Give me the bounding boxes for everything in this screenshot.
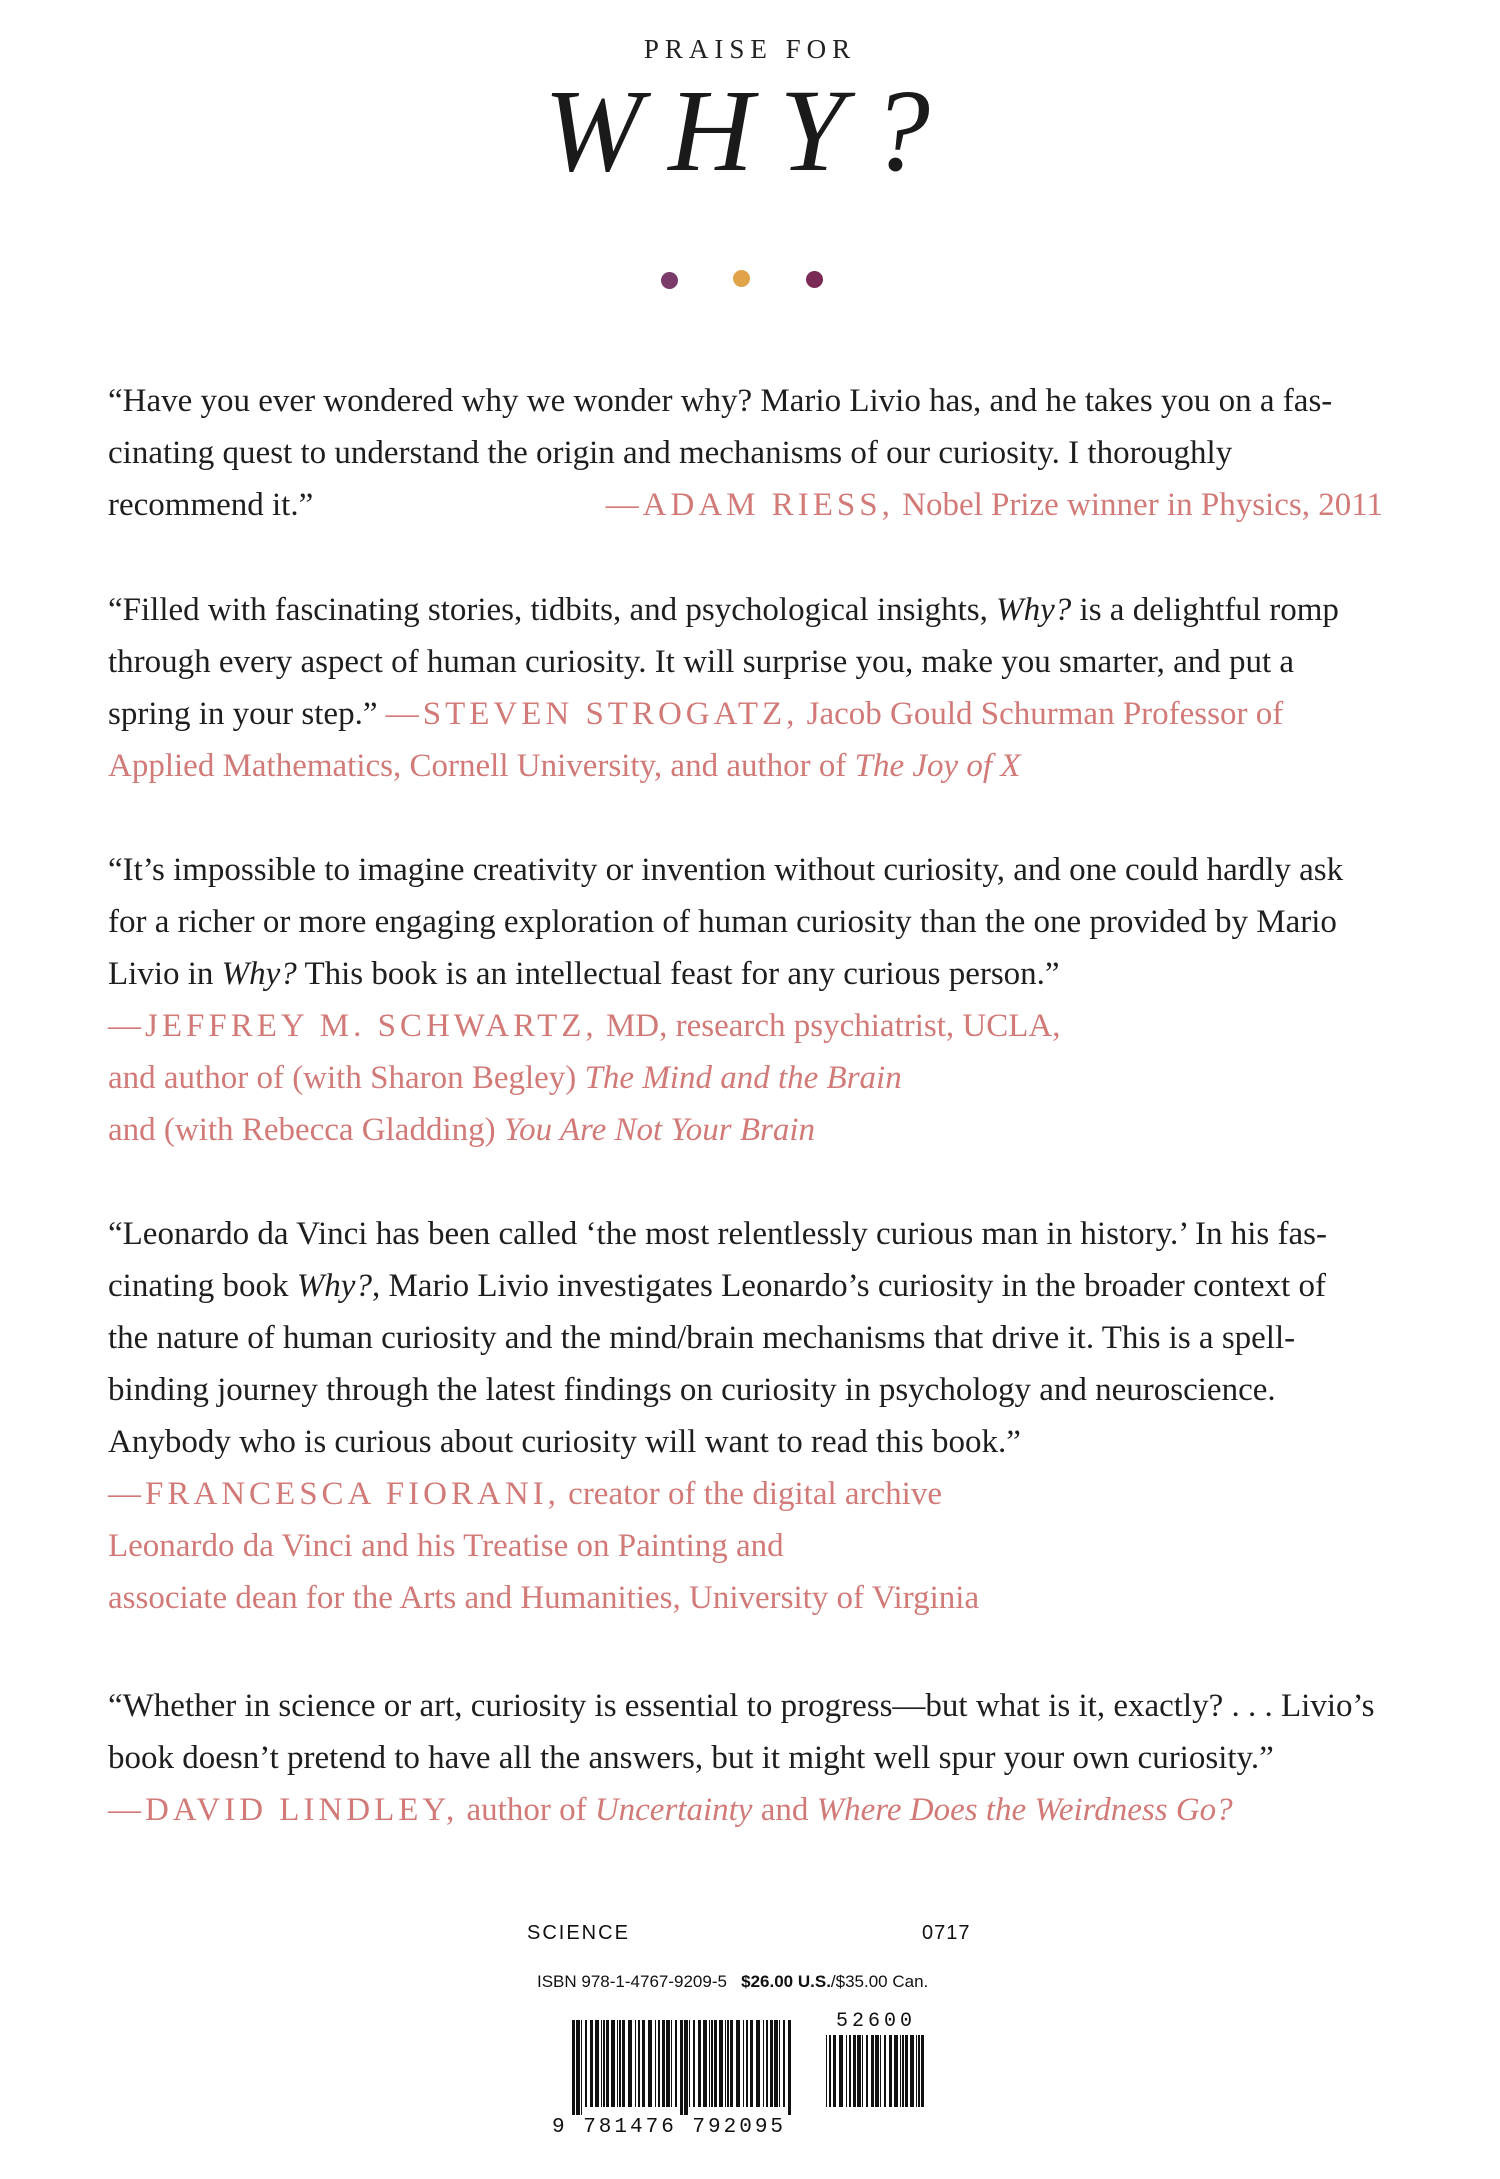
quote-line <box>108 948 1383 1000</box>
attribution-work: The Joy of X <box>854 748 1021 784</box>
quote-text: spring in your step.” <box>108 696 386 732</box>
barcode-bar <box>606 2020 609 2107</box>
barcode-bar <box>826 2035 827 2107</box>
attribution-detail: and <box>752 1792 817 1828</box>
barcode-bar <box>655 2020 656 2107</box>
barcode-bar <box>648 2020 652 2107</box>
attribution-work: Where Does the Weirdness Go? <box>816 1792 1233 1828</box>
praise-quote <box>108 375 1383 531</box>
ornament-dots <box>0 268 1500 298</box>
barcode-bar <box>750 2020 753 2107</box>
barcode-bar <box>711 2020 713 2107</box>
quote-line: for a richer or more engaging exploration of human curiosity than the one provided by Mario <box>108 904 1337 940</box>
price-us: $26.00 U.S. <box>741 1972 831 1991</box>
isbn-price-line <box>537 1972 928 1992</box>
quote-line: binding journey through the latest findings on curiosity in psychology and neuroscience. <box>108 1372 1276 1408</box>
barcode-bar <box>880 2035 881 2107</box>
barcode-bar <box>770 2020 773 2107</box>
quote-line: Anybody who is curious about curiosity will want to read this book.” <box>108 1424 1021 1460</box>
barcode-bar <box>666 2020 670 2107</box>
praise-quote <box>108 1680 1383 1836</box>
attribution-name: —DAVID LINDLEY, <box>108 1792 459 1828</box>
barcode-bar <box>628 2020 632 2107</box>
barcode-bar <box>894 2035 898 2107</box>
barcode-bar <box>635 2020 636 2107</box>
quote-book-title: Why? <box>296 1268 372 1304</box>
barcode-bar <box>719 2020 723 2107</box>
barcode-bar <box>766 2020 768 2107</box>
ornament-dot-icon <box>733 270 750 287</box>
barcode-bar <box>866 2035 868 2107</box>
quote-attribution-line <box>108 1784 1383 1836</box>
barcode-bar <box>698 2020 701 2107</box>
barcode-bar <box>774 2020 778 2107</box>
barcode-bar <box>921 2035 924 2107</box>
quote-attribution-line <box>108 1052 1383 1104</box>
quote-line: “Leonardo da Vinci has been called ‘the most relentlessly curious man in history.’ In his fas- <box>108 1216 1327 1252</box>
barcode-bar <box>611 2020 615 2107</box>
attribution-name: —FRANCESCA FIORANI, <box>108 1476 560 1512</box>
barcode-bar <box>585 2020 587 2107</box>
barcode-bar <box>853 2035 856 2107</box>
praise-quote <box>108 1208 1383 1624</box>
attribution-detail: Nobel Prize winner in Physics, 2011 <box>893 487 1383 523</box>
attribution-detail: Jacob Gould Schurman Professor of <box>798 696 1284 732</box>
quote-text: Livio in <box>108 956 222 992</box>
attribution-detail: author of <box>458 1792 595 1828</box>
quote-text: This book is an intellectual feast for any curious person.” <box>296 956 1060 992</box>
quote-line <box>108 1260 1383 1312</box>
barcode-bar <box>905 2035 908 2107</box>
barcode-addon-icon <box>826 2035 926 2115</box>
price-can: /$35.00 Can. <box>830 1972 929 1991</box>
quote-book-title: Why? <box>221 956 297 992</box>
barcode-bar <box>581 2020 582 2115</box>
praise-quote <box>108 584 1383 792</box>
barcode-bar <box>671 2020 672 2107</box>
barcode-bar <box>642 2020 645 2107</box>
quote-attribution-line <box>108 1000 1383 1052</box>
barcode-bar <box>889 2035 892 2107</box>
barcode-bar <box>603 2020 605 2107</box>
barcode-bar <box>788 2020 791 2115</box>
quote-attribution-line: associate dean for the Arts and Humanities, University of Virginia <box>108 1580 980 1616</box>
barcode-bar <box>900 2035 901 2107</box>
barcode-bar <box>590 2020 593 2107</box>
attribution-detail: and author of (with Sharon Begley) <box>108 1060 585 1096</box>
barcode-bar <box>680 2020 683 2115</box>
quote-line: “Whether in science or art, curiosity is essential to progress—but what is it, exactly? . . . Livio’s <box>108 1688 1375 1724</box>
barcode-bar <box>857 2035 861 2107</box>
attribution-detail: Applied Mathematics, Cornell University, and author of <box>108 748 855 784</box>
barcode-bar <box>783 2020 785 2107</box>
barcode-bar <box>875 2035 879 2107</box>
barcode-bar <box>910 2035 914 2107</box>
barcode-bar <box>638 2020 640 2107</box>
praise-kicker: PRAISE FOR <box>643 34 857 64</box>
attribution-work: Uncertainty <box>594 1792 753 1828</box>
quote-line <box>108 584 1383 636</box>
barcode-bar <box>916 2035 917 2107</box>
quote-text: cinating book <box>108 1268 297 1304</box>
barcode-bar <box>576 2020 580 2115</box>
barcode-bar <box>703 2020 707 2107</box>
attribution-work: The Mind and the Brain <box>584 1060 902 1096</box>
quote-line: recommend it.” <box>108 487 314 523</box>
quote-line <box>108 688 1383 740</box>
barcode-digits: 9 781476 792095 <box>552 2116 787 2139</box>
barcode-bar <box>730 2020 733 2107</box>
barcode-bar <box>714 2020 717 2107</box>
barcode-bar <box>736 2020 740 2107</box>
barcode-bar <box>617 2020 618 2107</box>
barcode-bar <box>572 2020 575 2115</box>
barcode-bar <box>846 2035 847 2107</box>
barcode-bar <box>862 2035 863 2107</box>
barcode-bar <box>622 2020 625 2107</box>
barcode-bar <box>902 2035 904 2107</box>
attribution-detail: creator of the digital archive <box>559 1476 942 1512</box>
quote-attribution <box>386 696 1284 732</box>
quote-line: cinating quest to understand the origin and mechanisms of our curiosity. I thoroughly <box>108 435 1233 471</box>
barcode-addon-digits: 52600 <box>836 2010 917 2033</box>
quote-line: “Have you ever wondered why we wonder why? Mario Livio has, and he takes you on a fas- <box>108 383 1333 419</box>
barcode-bar <box>601 2020 602 2107</box>
barcode-bar <box>725 2020 726 2107</box>
attribution-name: —ADAM RIESS, <box>605 487 894 523</box>
barcode-bar <box>884 2035 886 2107</box>
isbn-number: ISBN 978-1-4767-9209-5 <box>537 1972 727 1991</box>
attribution-detail: MD, research psychiatrist, UCLA, <box>597 1008 1061 1044</box>
quote-attribution-line: Leonardo da Vinci and his Treatise on Painting and <box>108 1528 784 1564</box>
barcode-bar <box>839 2035 843 2107</box>
quote-book-title: Why? <box>996 592 1072 628</box>
quote-line: through every aspect of human curiosity. It will surprise you, make you smarter, and put a <box>108 644 1295 680</box>
category-label: SCIENCE <box>527 1922 630 1944</box>
isbn-barcode-icon <box>572 2020 794 2115</box>
barcode-bar <box>833 2035 836 2107</box>
quote-attribution-line <box>108 740 1383 792</box>
book-title: WHY? <box>543 65 957 196</box>
attribution-work: You Are Not Your Brain <box>503 1112 816 1148</box>
catalog-code: 0717 <box>922 1922 971 1944</box>
attribution-name: —STEVEN STROGATZ, <box>385 696 799 732</box>
barcode-bar <box>595 2020 599 2107</box>
barcode-bar <box>779 2020 780 2107</box>
barcode-bar <box>693 2020 695 2107</box>
barcode-bar <box>763 2020 764 2107</box>
barcode-bar <box>743 2020 744 2107</box>
ornament-dot-icon <box>806 271 823 288</box>
barcode-bar <box>689 2020 690 2107</box>
quote-attribution-line <box>108 1468 1383 1520</box>
barcode-bar <box>727 2020 729 2107</box>
barcode-bar <box>756 2020 760 2107</box>
attribution-detail: and (with Rebecca Gladding) <box>108 1112 504 1148</box>
attribution-name: —JEFFREY M. SCHWARTZ, <box>108 1008 598 1044</box>
quote-text: “Filled with fascinating stories, tidbits, and psychological insights, <box>108 592 997 628</box>
barcode-bar <box>849 2035 851 2107</box>
praise-quote <box>108 844 1383 1156</box>
quote-text: , Mario Livio investigates Leonardo’s curiosity in the broader context of <box>371 1268 1326 1304</box>
quote-last-line <box>108 479 1383 531</box>
ornament-dot-icon <box>661 272 678 289</box>
quote-text: is a delightful romp <box>1071 592 1339 628</box>
barcode-bar <box>746 2020 748 2107</box>
barcode-bar <box>619 2020 621 2107</box>
barcode-bar <box>871 2035 874 2107</box>
barcode-bar <box>684 2020 688 2115</box>
quote-line: “It’s impossible to imagine creativity or invention without curiosity, and one could hardly ask <box>108 852 1344 888</box>
barcode-bar <box>658 2020 660 2107</box>
quote-attribution <box>606 479 1383 531</box>
quote-attribution-line <box>108 1104 1383 1156</box>
barcode-bar <box>918 2035 920 2107</box>
barcode-bar <box>709 2020 710 2107</box>
barcode-bar <box>662 2020 665 2107</box>
quote-line: the nature of human curiosity and the mind/brain mechanisms that drive it. This is a spell- <box>108 1320 1296 1356</box>
quote-line: book doesn’t pretend to have all the answers, but it might well spur your own curiosity.” <box>108 1740 1274 1776</box>
barcode-bar <box>829 2035 831 2107</box>
barcode-bar <box>675 2020 677 2107</box>
